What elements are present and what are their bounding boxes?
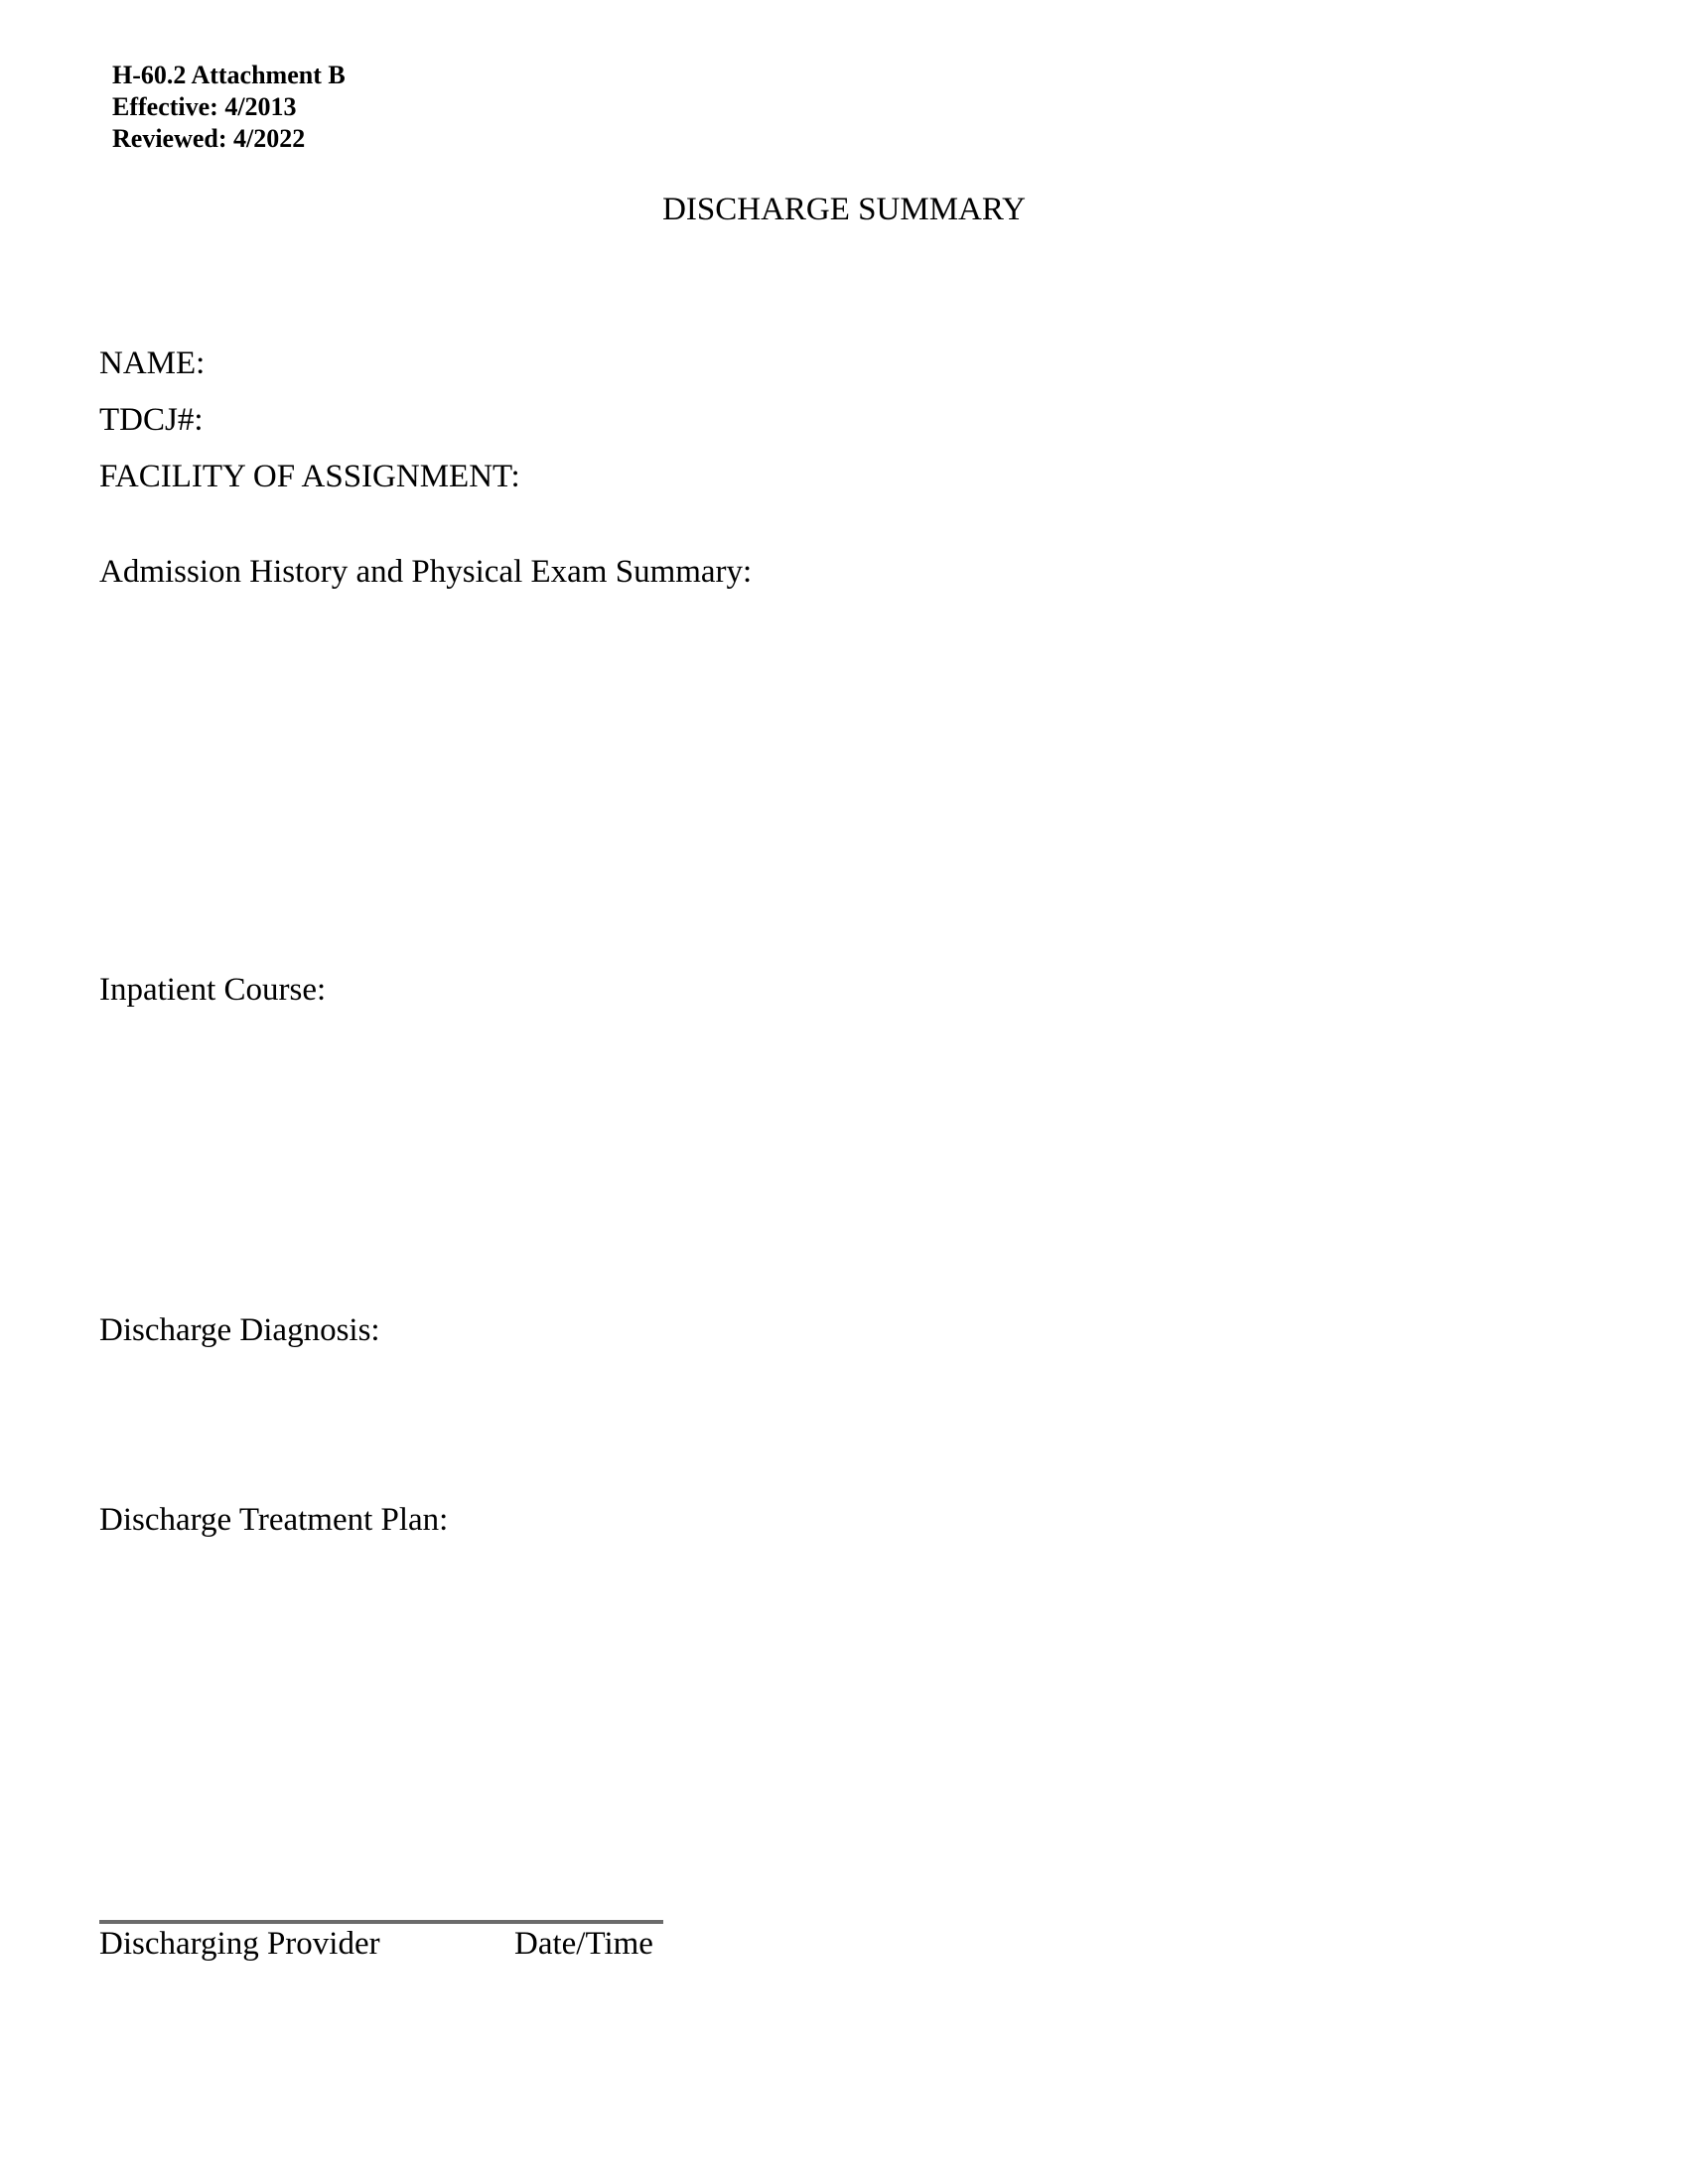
page-title: DISCHARGE SUMMARY [662, 192, 1026, 227]
tdcj-number-label: TDCJ#: [99, 402, 204, 438]
facility-label: FACILITY OF ASSIGNMENT: [99, 459, 520, 494]
document-header [112, 60, 346, 155]
discharge-diagnosis-label: Discharge Diagnosis: [99, 1312, 380, 1348]
name-label: NAME: [99, 345, 206, 381]
date-time-label: Date/Time [514, 1926, 653, 1962]
discharge-treatment-plan-label: Discharge Treatment Plan: [99, 1502, 449, 1538]
discharging-provider-label: Discharging Provider [99, 1926, 380, 1962]
attachment-id: H-60.2 Attachment B [112, 61, 346, 89]
reviewed-date: Reviewed: 4/2022 [112, 124, 306, 153]
effective-date: Effective: 4/2013 [112, 92, 297, 121]
admission-summary-label: Admission History and Physical Exam Summary: [99, 554, 753, 590]
inpatient-course-label: Inpatient Course: [99, 972, 327, 1008]
